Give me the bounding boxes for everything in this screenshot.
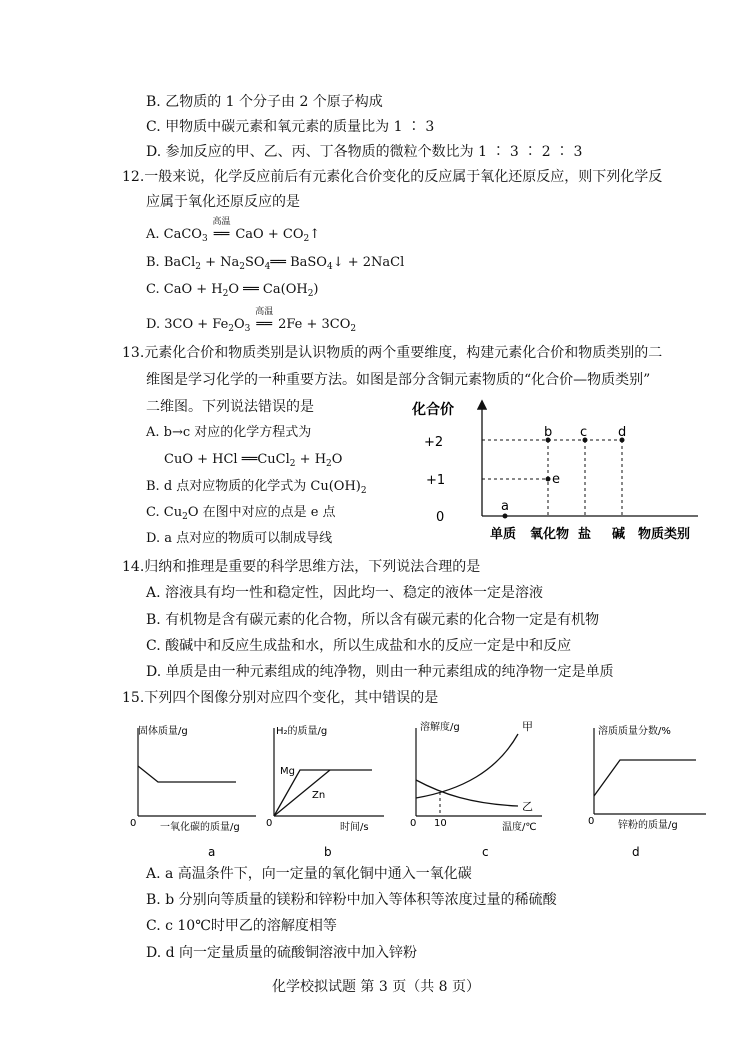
xlabel-base: 碱 xyxy=(612,527,626,542)
q12-c-text: C. CaO + H xyxy=(146,282,223,297)
q12-stem-line2: 应属于氧化还原反应的是 xyxy=(146,194,300,210)
label-c: c xyxy=(580,425,588,440)
q13-stem-line2: 维图是学习化学的一种重要方法。如图是部分含铜元素物质的“化合价—物质类别” xyxy=(146,372,651,388)
reaction-condition: 高温 ══ xyxy=(255,307,274,332)
graph-a-ylabel: 固体质量/g xyxy=(138,726,188,737)
q12-b-rest: ══ BaSO xyxy=(270,255,327,270)
graph-b-ylabel: H₂的质量/g xyxy=(276,726,328,737)
q13-option-c xyxy=(146,504,336,526)
sub: 2 xyxy=(182,512,188,522)
graph-d-ylabel: 溶质质量分数/% xyxy=(598,726,671,737)
sub: 2 xyxy=(350,324,357,334)
q12-option-c xyxy=(146,281,319,303)
graph-c-jia-curve xyxy=(416,734,518,798)
xlabel-category: 物质类别 xyxy=(638,527,691,542)
graph-a-xlabel: 一氧化碳的质量/g xyxy=(160,822,240,833)
q12-d-products: 2Fe + 3CO xyxy=(278,317,351,332)
graph-b-caption: b xyxy=(324,845,332,859)
q12-d-mid: O xyxy=(234,317,245,332)
q15-option-b: B. b 分别向等质量的镁粉和锌粉中加入等体积等浓度过量的稀硫酸 xyxy=(146,892,557,908)
q12-b-end: ↓ + 2NaCl xyxy=(332,255,405,270)
q13-option-b xyxy=(146,478,367,500)
sub: 4 xyxy=(326,262,333,272)
q14-stem-text: 归纳和推理是重要的科学思维方法，下列说法合理的是 xyxy=(144,559,481,575)
graph-c-yi-label: 乙 xyxy=(522,800,533,813)
q13-c-text-a: C. Cu xyxy=(146,505,183,520)
label-b: b xyxy=(544,425,553,440)
graph-d-curve xyxy=(594,760,696,796)
q14-number: 14. xyxy=(122,559,145,575)
q12-b-mid: + Na xyxy=(200,255,240,270)
graph-c-caption: c xyxy=(482,845,489,859)
graph-b-zn-label: Zn xyxy=(312,790,326,801)
q14-option-d: D. 单质是由一种元素组成的纯净物，则由一种元素组成的纯净物一定是单质 xyxy=(146,664,614,680)
q12-option-d xyxy=(146,307,357,338)
point-e xyxy=(546,477,551,482)
q11-option-b: B. 乙物质的 1 个分子由 2 个原子构成 xyxy=(146,94,383,110)
label-e: e xyxy=(552,472,560,487)
condition-label: 高温 xyxy=(255,307,274,317)
graph-a-caption: a xyxy=(208,845,216,859)
sub: 2 xyxy=(195,262,201,272)
ytick-plus1: +1 xyxy=(426,473,446,488)
eq-part: + H xyxy=(295,452,327,467)
q15-number: 15. xyxy=(122,690,145,706)
sub: 2 xyxy=(239,262,245,272)
graph-c-jia-label: 甲 xyxy=(522,720,533,733)
graph-d-origin: 0 xyxy=(588,816,595,827)
graph-b xyxy=(264,716,394,864)
q15-option-d: D. d 向一定量质量的硫酸铜溶液中加入锌粉 xyxy=(146,945,418,961)
graph-a-origin: 0 xyxy=(130,818,137,829)
q12-c-end: ) xyxy=(313,282,319,297)
q12-number: 12. xyxy=(122,169,145,185)
q14-stem xyxy=(122,558,480,576)
sub: 4 xyxy=(264,262,271,272)
q13-stem-text: 元素化合价和物质类别是认识物质的两个重要维度，构建元素化合价和物质类别的二 xyxy=(144,345,663,361)
sub: 2 xyxy=(307,289,314,299)
graph-d-xlabel: 锌粉的质量/g xyxy=(618,820,678,831)
q12-option-a xyxy=(146,217,321,248)
reaction-condition: 高温 ══ xyxy=(212,217,231,242)
q12-b-mid2: SO xyxy=(245,255,265,270)
q12-c-rest: O ══ Ca(OH xyxy=(228,282,308,297)
xlabel-salt: 盐 xyxy=(578,527,592,542)
sub: 2 xyxy=(228,324,234,334)
graph-c-yi-curve xyxy=(416,780,518,806)
q12-a-text: A. CaCO xyxy=(146,227,202,242)
sub: 2 xyxy=(289,459,296,469)
q13-c-text-b: O 在图中对应的点是 e 点 xyxy=(187,505,336,520)
graph-c-origin: 0 xyxy=(410,818,417,829)
q13-stem-line3: 二维图。下列说法错误的是 xyxy=(146,399,314,415)
q15-option-c: C. c 10℃时甲乙的溶解度相等 xyxy=(146,918,337,934)
graph-d xyxy=(580,716,720,864)
q14-option-b: B. 有机物是含有碳元素的化合物，所以含有碳元素的化合物一定是有机物 xyxy=(146,612,600,628)
eq-part: CuO + HCl ══CuCl xyxy=(164,452,290,467)
xlabel-oxide: 氧化物 xyxy=(530,527,570,542)
xlabel-element: 单质 xyxy=(490,527,517,542)
condition-label: 高温 xyxy=(212,217,231,227)
gas-arrow: ↑ xyxy=(309,227,321,242)
graph-b-mg-label: Mg xyxy=(280,766,295,777)
graph-c xyxy=(402,716,562,864)
graph-b-origin: 0 xyxy=(266,818,273,829)
q15-stem xyxy=(122,689,438,707)
label-a: a xyxy=(501,499,509,514)
q15-option-a: A. a 高温条件下，向一定量的氧化铜中通入一氧化碳 xyxy=(146,866,472,882)
q12-stem-text: 一般来说，化学反应前后有元素化合价变化的反应属于氧化还原反应，则下列化学反 xyxy=(144,169,663,185)
label-d: d xyxy=(618,425,627,440)
ytick-zero: 0 xyxy=(436,510,445,525)
q13-option-a-equation xyxy=(164,451,342,473)
q12-a-products: CaO + CO xyxy=(235,227,304,242)
graph-a xyxy=(124,716,264,864)
q13-option-d: D. a 点对应的物质可以制成导线 xyxy=(146,531,333,546)
valence-category-chart xyxy=(412,392,712,552)
sub: 2 xyxy=(326,459,332,469)
sub: 3 xyxy=(201,234,208,244)
sub: 2 xyxy=(222,289,229,299)
q12-d-text: D. 3CO + Fe xyxy=(146,317,229,332)
eq-part: O xyxy=(331,452,343,467)
graph-c-xlabel: 温度/℃ xyxy=(502,822,537,833)
q11-option-d: D. 参加反应的甲、乙、丙、丁各物质的微粒个数比为 1 ∶ 3 ∶ 2 ∶ 3 xyxy=(146,144,583,160)
q13-stem-line1 xyxy=(122,344,662,362)
page-footer: 化学校拟试题 第 3 页（共 8 页） xyxy=(271,979,481,995)
q14-option-a: A. 溶液具有均一性和稳定性，因此均一、稳定的液体一定是溶液 xyxy=(146,585,544,601)
q15-stem-text: 下列四个图像分别对应四个变化，其中错误的是 xyxy=(144,690,439,706)
q11-option-c: C. 甲物质中碳元素和氧元素的质量比为 1 ∶ 3 xyxy=(146,119,435,135)
graph-d-caption: d xyxy=(632,845,640,859)
point-a xyxy=(503,514,508,519)
q12-option-b xyxy=(146,254,404,276)
q12-stem-line1 xyxy=(122,168,662,186)
graph-a-curve xyxy=(138,766,236,782)
chart-ylabel: 化合价 xyxy=(412,402,454,418)
ytick-plus2: +2 xyxy=(424,435,444,450)
q12-b-text: B. BaCl xyxy=(146,255,196,270)
graph-c-tick: 10 xyxy=(434,818,447,829)
graph-b-xlabel: 时间/s xyxy=(340,822,369,833)
sub: 2 xyxy=(303,234,310,244)
q13-number: 13. xyxy=(122,345,145,361)
graph-c-ylabel: 溶解度/g xyxy=(420,722,460,733)
sub: 2 xyxy=(360,486,367,496)
sub: 3 xyxy=(244,324,251,334)
q13-option-a: A. b→c 对应的化学方程式为 xyxy=(146,425,312,440)
q14-option-c: C. 酸碱中和反应生成盐和水，所以生成盐和水的反应一定是中和反应 xyxy=(146,638,572,654)
q13-b-text: B. d 点对应物质的化学式为 Cu(OH) xyxy=(146,479,361,494)
